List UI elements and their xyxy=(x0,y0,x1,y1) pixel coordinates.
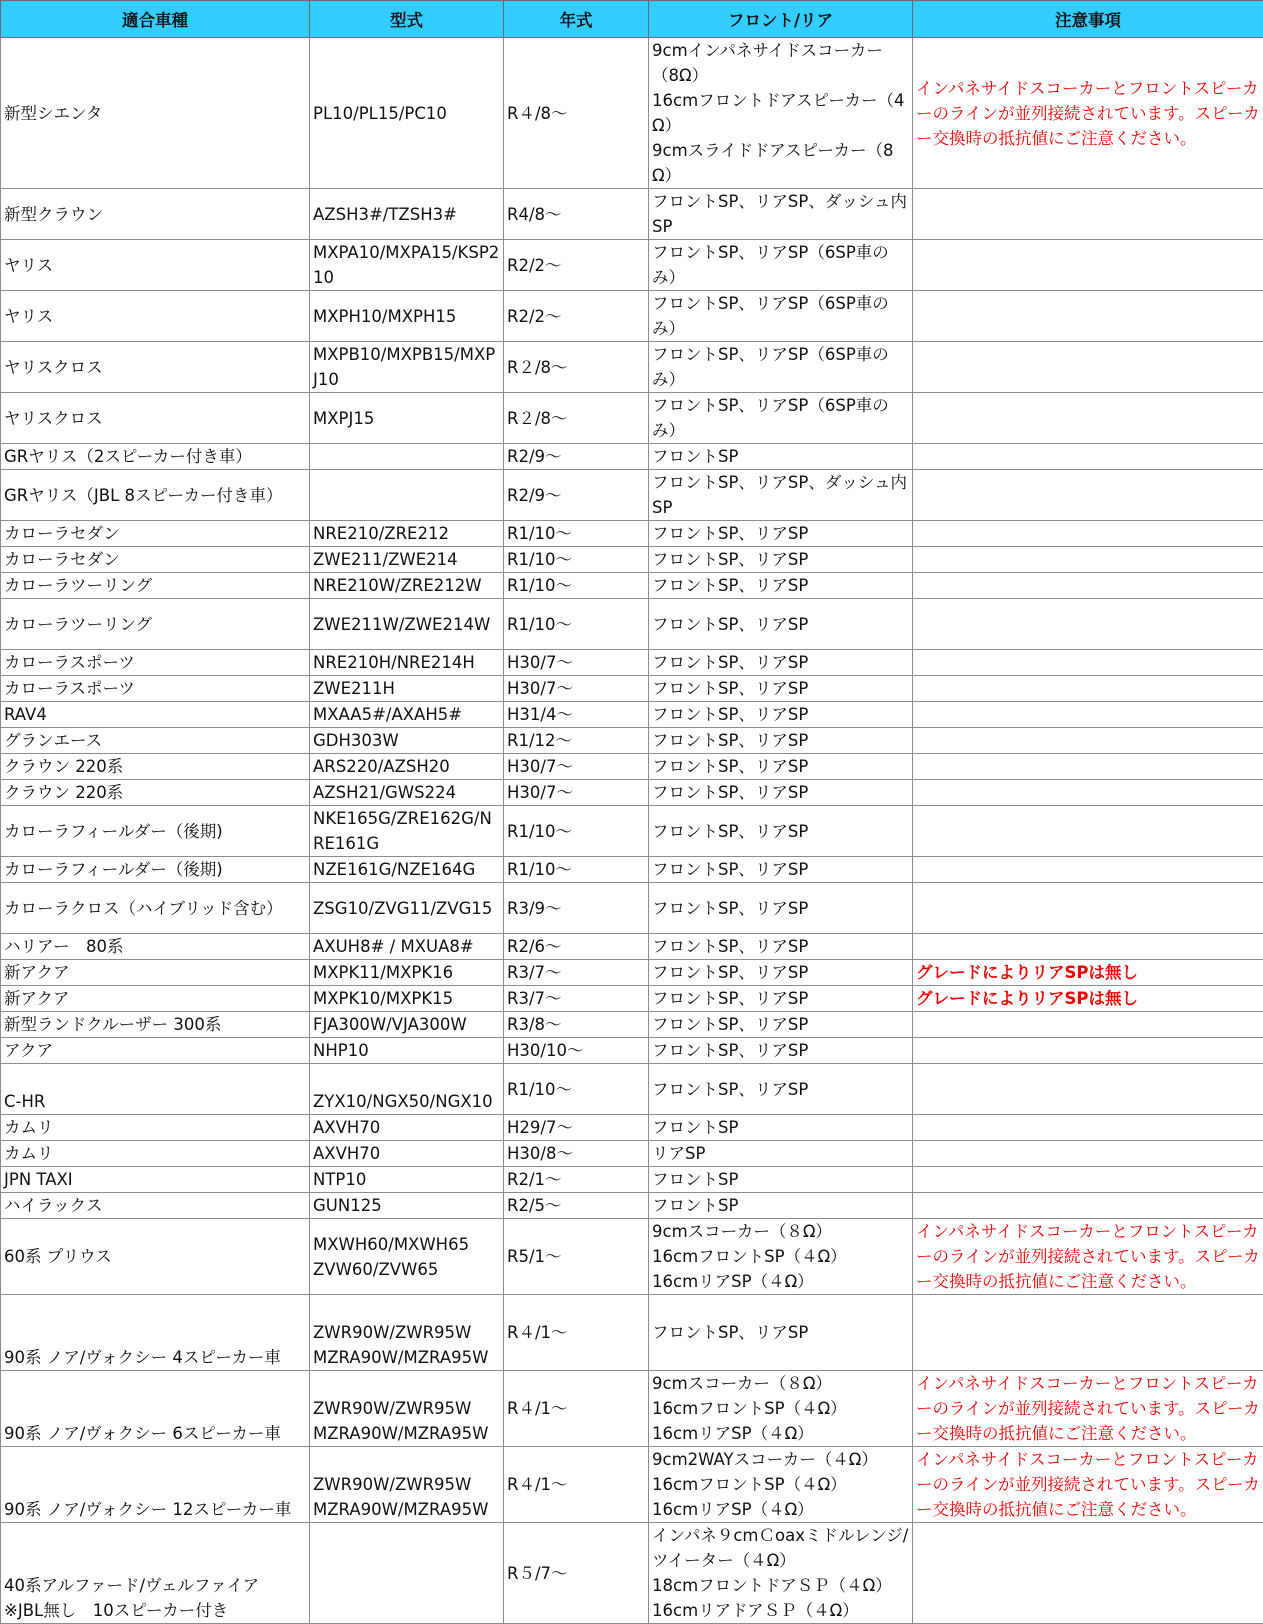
cell-year: R3/8～ xyxy=(504,1012,649,1038)
table-row xyxy=(1,806,1263,857)
cell-speakers: フロントSP、リアSP（6SP車のみ） xyxy=(649,342,913,393)
table-row xyxy=(1,857,1263,883)
cell-note xyxy=(913,857,1263,883)
cell-year: R４/1～ xyxy=(504,1447,649,1523)
cell-speakers: フロントSP、リアSP xyxy=(649,521,913,547)
cell-speakers: フロントSP、リアSP xyxy=(649,883,913,934)
cell-speakers: フロントSP、リアSP xyxy=(649,857,913,883)
cell-car: グランエース xyxy=(1,728,310,754)
table-row xyxy=(1,521,1263,547)
cell-model: NRE210W/ZRE212W xyxy=(310,573,504,599)
table-row xyxy=(1,1141,1263,1167)
header-notes: 注意事項 xyxy=(913,1,1263,38)
cell-year: H30/7～ xyxy=(504,650,649,676)
cell-model: NHP10 xyxy=(310,1038,504,1064)
cell-year: R2/5～ xyxy=(504,1193,649,1219)
cell-speakers: フロントSP、リアSP xyxy=(649,728,913,754)
cell-speakers: フロントSP、リアSP（6SP車のみ） xyxy=(649,240,913,291)
cell-model: MXAA5#/AXAH5# xyxy=(310,702,504,728)
cell-speakers: 9cmスコーカー（８Ω） 16cmフロントSP（４Ω） 16cmリアSP（４Ω） xyxy=(649,1371,913,1447)
cell-model: MXPJ15 xyxy=(310,393,504,444)
cell-year: R2/2～ xyxy=(504,240,649,291)
cell-note xyxy=(913,444,1263,470)
cell-year: R４/1～ xyxy=(504,1371,649,1447)
table-row xyxy=(1,780,1263,806)
table-row xyxy=(1,599,1263,650)
cell-model: NTP10 xyxy=(310,1167,504,1193)
cell-note xyxy=(913,1193,1263,1219)
cell-car: カローラスポーツ xyxy=(1,650,310,676)
cell-speakers: 9cmスコーカー（８Ω） 16cmフロントSP（４Ω） 16cmリアSP（４Ω） xyxy=(649,1219,913,1295)
cell-year: R2/1～ xyxy=(504,1167,649,1193)
cell-note xyxy=(913,676,1263,702)
cell-year: R1/10～ xyxy=(504,599,649,650)
cell-model: FJA300W/VJA300W xyxy=(310,1012,504,1038)
cell-note xyxy=(913,1038,1263,1064)
cell-model: ZYX10/NGX50/NGX10 xyxy=(310,1064,504,1115)
cell-car: クラウン 220系 xyxy=(1,754,310,780)
table-row xyxy=(1,547,1263,573)
cell-note: インパネサイドスコーカーとフロントスピーカーのラインが並列接続されています。スピーカー交換時の抵抗値にご注意ください。 xyxy=(913,1447,1263,1523)
cell-note xyxy=(913,702,1263,728)
cell-car: カムリ xyxy=(1,1141,310,1167)
header-model: 型式 xyxy=(310,1,504,38)
cell-car: カローラフィールダー（後期) xyxy=(1,857,310,883)
cell-year: R1/10～ xyxy=(504,1064,649,1115)
cell-speakers: フロントSP、リアSP xyxy=(649,934,913,960)
cell-speakers: フロントSP、リアSP xyxy=(649,573,913,599)
cell-car: カローラツーリング xyxy=(1,599,310,650)
cell-year: R2/9～ xyxy=(504,470,649,521)
cell-model: MXPA10/MXPA15/KSP210 xyxy=(310,240,504,291)
cell-year: R２/8～ xyxy=(504,393,649,444)
cell-speakers: フロントSP、リアSP xyxy=(649,547,913,573)
cell-speakers: フロントSP、リアSP xyxy=(649,702,913,728)
cell-model: NKE165G/ZRE162G/NRE161G xyxy=(310,806,504,857)
cell-note: グレードによりリアSPは無し xyxy=(913,960,1263,986)
cell-year: H30/8～ xyxy=(504,1141,649,1167)
cell-speakers: フロントSP、リアSP xyxy=(649,1064,913,1115)
cell-car: ヤリスクロス xyxy=(1,342,310,393)
table-body xyxy=(1,38,1263,1624)
cell-note xyxy=(913,393,1263,444)
cell-speakers: 9cmインパネサイドスコーカー（8Ω） 16cmフロントドアスピーカー（4Ω） 9cmスライドドアスピーカー（8Ω） xyxy=(649,38,913,189)
cell-speakers: フロントSP、リアSP xyxy=(649,1295,913,1371)
table-row xyxy=(1,1064,1263,1115)
cell-year: R4/8～ xyxy=(504,189,649,240)
table-row xyxy=(1,702,1263,728)
table-row xyxy=(1,1038,1263,1064)
cell-model: ZWR90W/ZWR95W MZRA90W/MZRA95W xyxy=(310,1447,504,1523)
cell-year: R5/1～ xyxy=(504,1219,649,1295)
table-row xyxy=(1,1012,1263,1038)
cell-car: カローラフィールダー（後期) xyxy=(1,806,310,857)
cell-note xyxy=(913,1141,1263,1167)
cell-year: H30/10～ xyxy=(504,1038,649,1064)
cell-car: 90系 ノア/ヴォクシー 12スピーカー車 xyxy=(1,1447,310,1523)
table-row xyxy=(1,986,1263,1012)
table-row xyxy=(1,1219,1263,1295)
cell-year: R４/8～ xyxy=(504,38,649,189)
table-row xyxy=(1,1193,1263,1219)
cell-note xyxy=(913,342,1263,393)
table-row xyxy=(1,754,1263,780)
cell-model: ZWR90W/ZWR95W MZRA90W/MZRA95W xyxy=(310,1295,504,1371)
cell-note xyxy=(913,806,1263,857)
cell-note xyxy=(913,240,1263,291)
cell-speakers: フロントSP、リアSP xyxy=(649,599,913,650)
cell-model: MXPK11/MXPK16 xyxy=(310,960,504,986)
cell-model: ZWE211W/ZWE214W xyxy=(310,599,504,650)
cell-model: MXPH10/MXPH15 xyxy=(310,291,504,342)
cell-model: GDH303W xyxy=(310,728,504,754)
cell-car: カムリ xyxy=(1,1115,310,1141)
table-row xyxy=(1,1371,1263,1447)
cell-speakers: フロントSP、リアSP xyxy=(649,780,913,806)
cell-note xyxy=(913,728,1263,754)
cell-speakers: フロントSP xyxy=(649,1167,913,1193)
cell-year: R５/7～ xyxy=(504,1523,649,1624)
cell-speakers: 9cm2WAYスコーカー（４Ω） 16cmフロントSP（４Ω） 16cmリアSP（４Ω） xyxy=(649,1447,913,1523)
cell-note xyxy=(913,1167,1263,1193)
cell-car: ヤリス xyxy=(1,291,310,342)
cell-year: R2/6～ xyxy=(504,934,649,960)
table-row xyxy=(1,189,1263,240)
header-row xyxy=(1,1,1263,38)
cell-year: R1/10～ xyxy=(504,857,649,883)
cell-car: 新型ランドクルーザー 300系 xyxy=(1,1012,310,1038)
cell-speakers: フロントSP xyxy=(649,1115,913,1141)
table-row xyxy=(1,240,1263,291)
cell-year: R1/10～ xyxy=(504,521,649,547)
cell-year: R3/7～ xyxy=(504,986,649,1012)
table-row xyxy=(1,38,1263,189)
cell-year: R2/2～ xyxy=(504,291,649,342)
cell-car: ヤリスクロス xyxy=(1,393,310,444)
cell-car: JPN TAXI xyxy=(1,1167,310,1193)
cell-model: AXVH70 xyxy=(310,1115,504,1141)
cell-speakers: リアSP xyxy=(649,1141,913,1167)
cell-note: インパネサイドスコーカーとフロントスピーカーのラインが並列接続されています。スピーカー交換時の抵抗値にご注意ください。 xyxy=(913,1371,1263,1447)
cell-model: AZSH3#/TZSH3# xyxy=(310,189,504,240)
cell-note: インパネサイドスコーカーとフロントスピーカーのラインが並列接続されています。スピーカー交換時の抵抗値にご注意ください。 xyxy=(913,1219,1263,1295)
cell-model: NRE210/ZRE212 xyxy=(310,521,504,547)
table-row xyxy=(1,1295,1263,1371)
header-speakers: フロント/リア xyxy=(649,1,913,38)
cell-car: カローラセダン xyxy=(1,547,310,573)
table-row xyxy=(1,883,1263,934)
cell-note xyxy=(913,470,1263,521)
cell-model: ZWE211H xyxy=(310,676,504,702)
cell-car: 新型クラウン xyxy=(1,189,310,240)
cell-model xyxy=(310,1523,504,1624)
table-row xyxy=(1,728,1263,754)
header-car: 適合車種 xyxy=(1,1,310,38)
cell-speakers: フロントSP、リアSP xyxy=(649,754,913,780)
cell-speakers: インパネ９cmＣoaxミドルレンジ/ツイーター（４Ω） 18cmフロントドアＳＰ（４Ω） 16cmリアドアＳＰ（４Ω） xyxy=(649,1523,913,1624)
table-row xyxy=(1,1447,1263,1523)
cell-year: R1/12～ xyxy=(504,728,649,754)
cell-car: クラウン 220系 xyxy=(1,780,310,806)
cell-note: インパネサイドスコーカーとフロントスピーカーのラインが並列接続されています。スピーカー交換時の抵抗値にご注意ください。 xyxy=(913,38,1263,189)
cell-car: 新アクア xyxy=(1,960,310,986)
cell-year: R3/7～ xyxy=(504,960,649,986)
cell-speakers: フロントSP、リアSP xyxy=(649,960,913,986)
cell-year: R1/10～ xyxy=(504,547,649,573)
cell-note xyxy=(913,599,1263,650)
cell-model: ZWR90W/ZWR95W MZRA90W/MZRA95W xyxy=(310,1371,504,1447)
cell-year: R2/9～ xyxy=(504,444,649,470)
cell-car: C-HR xyxy=(1,1064,310,1115)
cell-note xyxy=(913,1115,1263,1141)
cell-model: GUN125 xyxy=(310,1193,504,1219)
cell-model: NRE210H/NRE214H xyxy=(310,650,504,676)
cell-speakers: フロントSP、リアSP（6SP車のみ） xyxy=(649,291,913,342)
cell-speakers: フロントSP xyxy=(649,1193,913,1219)
table-row xyxy=(1,650,1263,676)
cell-car: カローラスポーツ xyxy=(1,676,310,702)
cell-year: H31/4～ xyxy=(504,702,649,728)
cell-car: GRヤリス（2スピーカー付き車） xyxy=(1,444,310,470)
cell-car: ハリアー 80系 xyxy=(1,934,310,960)
cell-model: MXWH60/MXWH65 ZVW60/ZVW65 xyxy=(310,1219,504,1295)
cell-speakers: フロントSP xyxy=(649,444,913,470)
cell-speakers: フロントSP、リアSP xyxy=(649,650,913,676)
cell-car: カローラツーリング xyxy=(1,573,310,599)
cell-note xyxy=(913,573,1263,599)
cell-year: R４/1～ xyxy=(504,1295,649,1371)
table-row xyxy=(1,444,1263,470)
cell-model: ZWE211/ZWE214 xyxy=(310,547,504,573)
cell-car: 新アクア xyxy=(1,986,310,1012)
table-row xyxy=(1,573,1263,599)
cell-note xyxy=(913,1295,1263,1371)
cell-car: 90系 ノア/ヴォクシー 6スピーカー車 xyxy=(1,1371,310,1447)
cell-note xyxy=(913,1523,1263,1624)
cell-note: グレードによりリアSPは無し xyxy=(913,986,1263,1012)
table-row xyxy=(1,342,1263,393)
cell-note xyxy=(913,521,1263,547)
table-row xyxy=(1,291,1263,342)
cell-year: R1/10～ xyxy=(504,806,649,857)
cell-note xyxy=(913,883,1263,934)
cell-year: H30/7～ xyxy=(504,780,649,806)
cell-note xyxy=(913,291,1263,342)
cell-model xyxy=(310,470,504,521)
table-row xyxy=(1,393,1263,444)
cell-note xyxy=(913,754,1263,780)
cell-note xyxy=(913,1064,1263,1115)
table-row xyxy=(1,676,1263,702)
table-row xyxy=(1,934,1263,960)
cell-speakers: フロントSP、リアSP xyxy=(649,986,913,1012)
cell-year: R２/8～ xyxy=(504,342,649,393)
header-year: 年式 xyxy=(504,1,649,38)
table-row xyxy=(1,1523,1263,1624)
cell-speakers: フロントSP、リアSP xyxy=(649,1038,913,1064)
cell-model: AXVH70 xyxy=(310,1141,504,1167)
cell-note xyxy=(913,1012,1263,1038)
cell-car: 60系 プリウス xyxy=(1,1219,310,1295)
cell-car: ヤリス xyxy=(1,240,310,291)
cell-year: H30/7～ xyxy=(504,676,649,702)
cell-car: 40系アルファード/ヴェルファイア ※JBL無し 10スピーカー付き xyxy=(1,1523,310,1624)
cell-model: MXPK10/MXPK15 xyxy=(310,986,504,1012)
cell-model: AXUH8# / MXUA8# xyxy=(310,934,504,960)
cell-note xyxy=(913,934,1263,960)
cell-car: アクア xyxy=(1,1038,310,1064)
table-row xyxy=(1,960,1263,986)
cell-year: R3/9～ xyxy=(504,883,649,934)
cell-note xyxy=(913,650,1263,676)
cell-speakers: フロントSP、リアSP、ダッシュ内SP xyxy=(649,189,913,240)
cell-speakers: フロントSP、リアSP（6SP車のみ） xyxy=(649,393,913,444)
cell-speakers: フロントSP、リアSP xyxy=(649,676,913,702)
cell-speakers: フロントSP、リアSP xyxy=(649,806,913,857)
cell-car: GRヤリス（JBL 8スピーカー付き車） xyxy=(1,470,310,521)
cell-model xyxy=(310,444,504,470)
cell-speakers: フロントSP、リアSP、ダッシュ内SP xyxy=(649,470,913,521)
cell-model: MXPB10/MXPB15/MXPJ10 xyxy=(310,342,504,393)
table-row xyxy=(1,470,1263,521)
cell-model: NZE161G/NZE164G xyxy=(310,857,504,883)
cell-car: カローラクロス（ハイブリッド含む） xyxy=(1,883,310,934)
cell-model: AZSH21/GWS224 xyxy=(310,780,504,806)
cell-note xyxy=(913,547,1263,573)
cell-model: ARS220/AZSH20 xyxy=(310,754,504,780)
cell-year: R1/10～ xyxy=(504,573,649,599)
cell-car: RAV4 xyxy=(1,702,310,728)
table-row xyxy=(1,1115,1263,1141)
cell-note xyxy=(913,780,1263,806)
cell-year: H30/7～ xyxy=(504,754,649,780)
table-row xyxy=(1,1167,1263,1193)
cell-speakers: フロントSP、リアSP xyxy=(649,1012,913,1038)
cell-note xyxy=(913,189,1263,240)
cell-car: ハイラックス xyxy=(1,1193,310,1219)
cell-car: カローラセダン xyxy=(1,521,310,547)
cell-car: 90系 ノア/ヴォクシー 4スピーカー車 xyxy=(1,1295,310,1371)
cell-model: PL10/PL15/PC10 xyxy=(310,38,504,189)
cell-year: H29/7～ xyxy=(504,1115,649,1141)
cell-model: ZSG10/ZVG11/ZVG15 xyxy=(310,883,504,934)
cell-car: 新型シエンタ xyxy=(1,38,310,189)
